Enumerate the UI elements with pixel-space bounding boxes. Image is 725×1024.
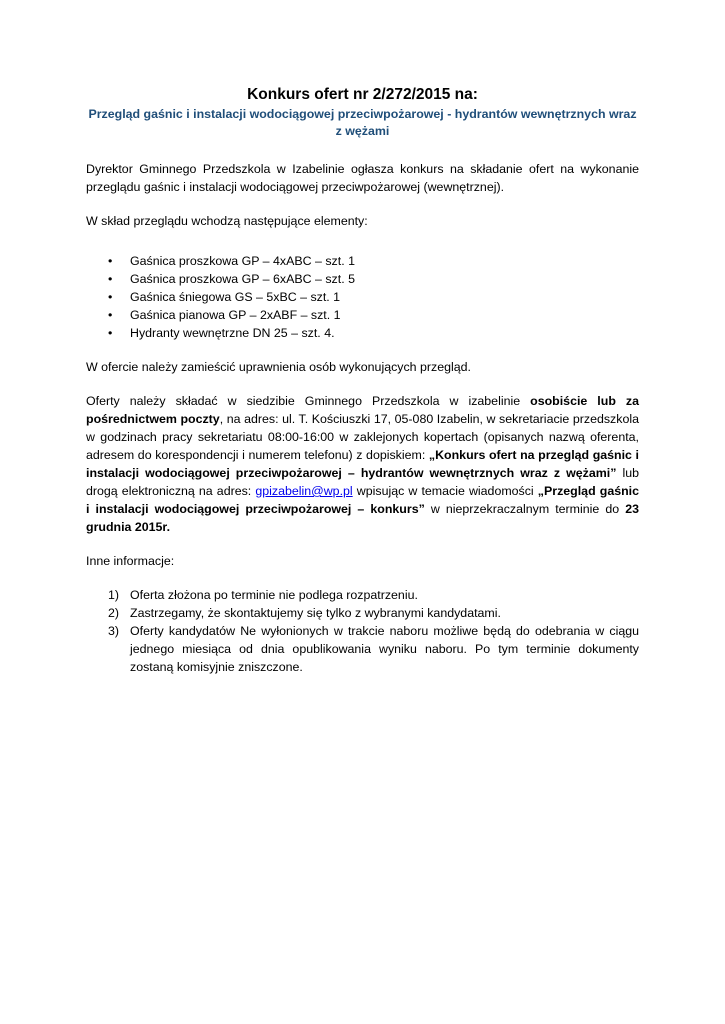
list-item: • Gaśnica proszkowa GP – 4xABC – szt. 1 (108, 254, 355, 268)
document-page (86, 84, 639, 676)
list-item: 1) Oferta złożona po terminie nie podlega rozpatrzeniu. (108, 588, 418, 602)
list-item: • Gaśnica śniegowa GS – 5xBC – szt. 1 (108, 290, 341, 304)
list-item: 2) Zastrzegamy, że skontaktujemy się tylko z wybranymi kandydatami. (108, 606, 501, 620)
list-item: • Gaśnica proszkowa GP – 6xABC – szt. 5 (108, 272, 355, 286)
bullet-icon: • (108, 254, 113, 268)
document-subtitle: Przegląd gaśnic i instalacji wodociągowej przeciwpożarowej - hydrantów wewnętrznych wraz z wężami (88, 107, 637, 138)
other-info-heading: Inne informacje: (86, 554, 175, 568)
offer-paragraph: Oferty należy składać w siedzibie Gminnego Przedszkola w izabelinie osobiście lub za pośrednictwem poczty, na adres: ul. T. Kościuszki 17, 05-080 Izabelin, w sekretariacie przedszkola w godzinach pracy sekretariatu 08:00-16:00 w zaklejonych kopertach (opisanych nazwą oferenta, adresem do korespondencji i numerem telefonu) z dopiskiem: „Konkurs ofert na przegląd gaśnic i instalacji wodociągowej przeciwpożarowej – hydrantów wewnętrznych wraz z wężami” lub drogą elektroniczną na adres: gpizabelin@wp.pl wpisując w temacie wiadomości „Przegląd gaśnic i instalacji wodociągowej przeciwpożarowej – konkurs” w nieprzekraczalnym terminie do 23 grudnia 2015r. (86, 394, 640, 534)
other-info-list (86, 586, 639, 676)
bullet-icon: • (108, 326, 113, 340)
list-item: • Gaśnica pianowa GP – 2xABF – szt. 1 (108, 308, 341, 322)
bullet-icon: • (108, 272, 113, 286)
bullet-icon: • (108, 308, 113, 322)
document-title: Konkurs ofert nr 2/272/2015 na: (247, 86, 478, 103)
elements-heading: W skład przeglądu wchodzą następujące elementy: (86, 214, 368, 228)
list-item: 3) Oferty kandydatów Ne wyłonionych w trakcie naboru możliwe będą do odebrania w ciągu jednego miesiąca od dnia opublikowania wyniku naboru. Po tym terminie dokumenty zostaną komisyjnie zniszczone. (108, 624, 639, 674)
list-item: • Hydranty wewnętrzne DN 25 – szt. 4. (108, 326, 335, 340)
email-link[interactable]: gpizabelin@wp.pl (255, 484, 353, 498)
permissions-paragraph: W ofercie należy zamieścić uprawnienia osób wykonujących przegląd. (86, 360, 471, 374)
intro-paragraph: Dyrektor Gminnego Przedszkola w Izabelinie ogłasza konkurs na składanie ofert na wykonanie przeglądu gaśnic i instalacji wodociągowej przeciwpożarowej (wewnętrznej). (86, 162, 639, 194)
elements-list (86, 252, 639, 342)
deadline: 23 grudnia 2015r. (86, 502, 640, 534)
bullet-icon: • (108, 290, 113, 304)
